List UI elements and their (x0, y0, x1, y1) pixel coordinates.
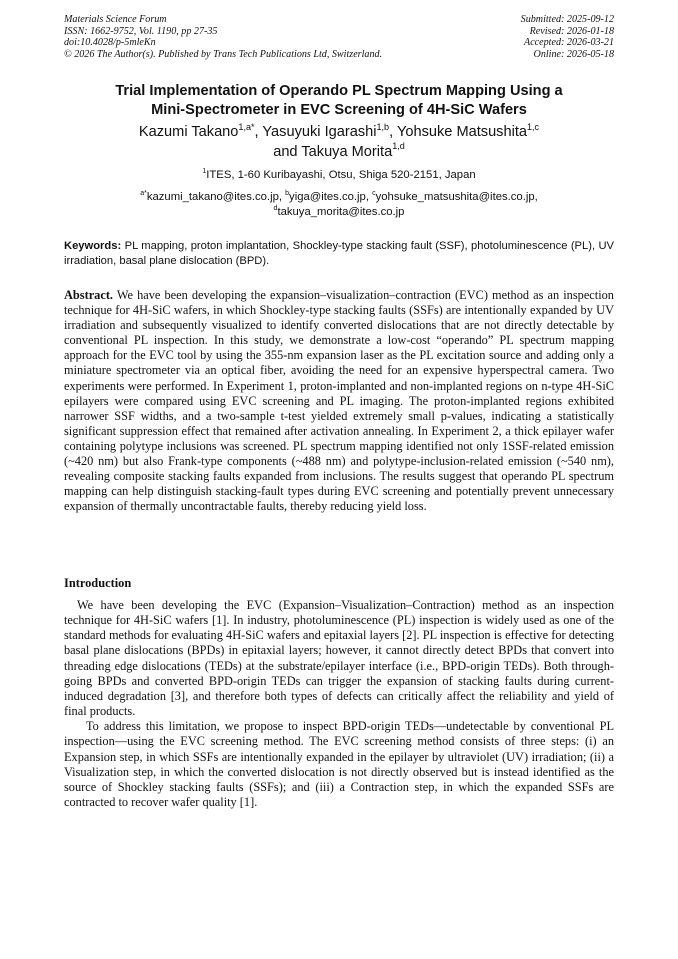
keywords-text: PL mapping, proton implantation, Shockley-type stacking fault (SSF), photoluminescence (PL), UV irradiation, basal plane dislocation (BPD). (64, 240, 615, 267)
affiliation (64, 168, 614, 182)
introduction-heading: Introduction (64, 576, 132, 590)
journal-name: Materials Science Forum (64, 14, 167, 25)
author-1-sup: 1,a* (238, 121, 255, 132)
introduction-paragraph-1: We have been developing the EVC (Expansion–Visualization–Contraction) method as an inspection technique for 4H-SiC wafers [1]. In industry, photoluminescence (PL) inspection is widely used as one of the standard methods for evaluating 4H-SiC wafers and epitaxial layers [2]. PL inspection is effective for detecting basal plane dislocations (BPDs) in epitaxial layers; however, it cannot directly detect BPDs that convert into threading edge dislocations (TEDs) at the substrate/epilayer interface (i.e., BPD-origin TEDs). Both through-going BPDs and converted BPD-origin TEDs can trigger the expansion of stacking faults during current-induced degradation [3], and therefore both types of defects can critically affect the reliability and yield of final products. (64, 598, 614, 719)
accepted-date: Accepted: 2026-03-21 (524, 37, 614, 49)
email-a-sup: a* (140, 189, 147, 197)
author-3-sup: 1,c (527, 121, 540, 132)
paper-title (64, 82, 614, 119)
keywords-label: Keywords: (64, 240, 122, 252)
author-list (64, 123, 614, 162)
doi[interactable]: doi:10.4028/p-5mleKn (64, 37, 156, 49)
abstract-text: We have been developing the expansion–visualization–contraction (EVC) method as an inspection technique for 4H-SiC wafers, in which Shockley-type stacking faults (SSFs) are intentionally expanded by UV irradiation and subsequently visualized to identify converted dislocations that are not directly detectable by conventional PL inspection. In this study, we demonstrate a low-cost “operando” PL spectrum mapping approach for the EVC tool by using the 355-nm expansion laser as the PL excitation source and adding only a miniature spectrometer via an optical fiber, avoiding the need for an expensive hyperspectral camera. Two experiments were performed. In Experiment 1, proton-implanted and non-implanted regions on n-type 4H-SiC epilayers were compared using EVC screening and PL imaging. The proton-implanted regions exhibited narrower SSF widths, and a two-sample t-test yielded extremely small p-values, indicating a statistically significant suppression effect that remained after activation annealing. In Experiment 2, a thick epilayer wafer containing polytype inclusions was screened. PL spectrum mapping identified not only 1SSF-related emission (~420 nm) but also Frank-type components (~488 nm) and polytype-inclusion-related emission (~540 nm), revealing composite stacking faults expanded from inclusions. The results suggest that operando PL spectrum mapping can help distinguish stacking-fault types during EVC screening and potentially prevent unnecessary expansion of thermally uncontractable faults, thereby reducing yield loss. (64, 288, 614, 514)
header-right (521, 14, 614, 60)
author-1: Kazumi Takano (138, 124, 239, 140)
affiliation-text: ITES, 1-60 Kuribayashi, Otsu, Shiga 520-2151, Japan (206, 169, 476, 181)
introduction-paragraph-2: To address this limitation, we propose to inspect BPD-origin TEDs—undetectable by conventional PL inspection—using the EVC screening method. The EVC screening method consists of three steps: (i) an Expansion step, in which SSFs are intentionally expanded in the epilayer by ultraviolet (UV) irradiation; (ii) a Visualization step, in which the converted dislocation is not directly observed but is instead identified as the source of Shockley stacking faults (SSFs); and (iii) a Contraction step, in which the expanded SSFs are contracted to recover wafer quality [1]. (64, 719, 614, 810)
email-c[interactable]: yohsuke_matsushita@ites.co.jp, (375, 191, 538, 203)
email-list (64, 190, 614, 220)
author-line-1: Kazumi Takano$^{1,a*}$, Yasuyuki Igarashi$^{1,b}$, Yohsuke Matsushita$^{1,c}$ (138, 121, 540, 140)
submitted-date: Submitted: 2025-09-12 (520, 14, 614, 25)
email-b-sup: b (285, 189, 290, 197)
abstract (64, 288, 614, 514)
header-left (64, 14, 382, 60)
title-line-1: Trial Implementation of Operando PL Spectrum Mapping Using a (115, 83, 563, 99)
author-3: Yohsuke Matsushita (396, 124, 528, 140)
author-4-sup: 1,d (392, 141, 405, 152)
author-line-2 (64, 143, 614, 163)
abstract-label: Abstract. (64, 288, 114, 302)
online-date: Online: 2026-05-18 (533, 48, 614, 60)
affiliation-sup: 1 (202, 167, 207, 175)
author-2-sup: 1,b (376, 121, 390, 132)
email-a[interactable]: kazumi_takano@ites.co.jp, (146, 191, 282, 203)
author-2: Yasuyuki Igarashi (262, 124, 377, 140)
issn: ISSN: 1662-9752, Vol. 1190, pp 27-35 (64, 25, 218, 37)
title-line-2: Mini-Spectrometer in EVC Screening of 4H-SiC Wafers (151, 101, 527, 118)
author-4: Takuya Morita (301, 143, 393, 160)
email-line-1 (64, 190, 614, 205)
email-d[interactable]: takuya_morita@ites.co.jp (277, 205, 405, 218)
email-c-sup: c (372, 189, 376, 197)
author-and: and (273, 143, 298, 160)
revised-date: Revised: 2026-01-18 (529, 25, 614, 37)
introduction-body (64, 598, 614, 810)
email-d-sup: d (273, 204, 278, 212)
copyright: © 2026 The Author(s). Published by Trans Tech Publications Ltd, Switzerland. (64, 48, 383, 60)
keywords (64, 239, 614, 268)
email-b[interactable]: yiga@ites.co.jp, (289, 191, 369, 203)
email-line-2 (64, 205, 614, 220)
